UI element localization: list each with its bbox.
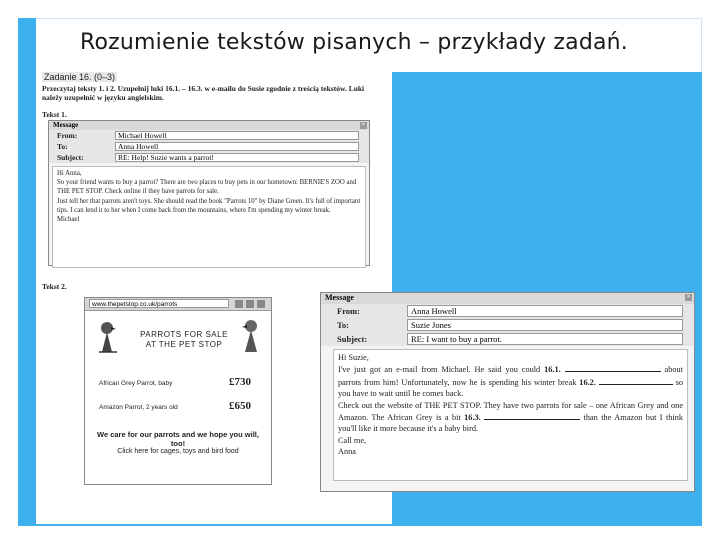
parrot-icon-right [239, 316, 263, 356]
task-header: Zadanie 16. (0–3) [44, 72, 116, 82]
shop-link[interactable]: Click here for cages, toys and bird food [117, 448, 239, 455]
to-field[interactable]: Suzie Jones [407, 319, 683, 331]
email-michael [48, 120, 370, 266]
subject-label: Subject: [337, 334, 368, 344]
gap-16-2-blank[interactable] [599, 376, 673, 385]
gap-16-3-label: 16.3. [464, 413, 481, 423]
from-row [321, 304, 694, 318]
to-row [49, 141, 369, 152]
paragraph-1 [338, 363, 683, 399]
subject-field[interactable]: RE: I want to buy a parrot. [407, 333, 683, 345]
to-label: To: [57, 142, 68, 151]
paragraph-1-part-a: I've just got an e-mail from Michael. He said you could [338, 365, 545, 375]
close-icon[interactable]: × [686, 294, 691, 300]
gap-16-1-blank[interactable] [565, 363, 661, 372]
signature: Anna [338, 447, 356, 457]
close-icon[interactable]: × [361, 122, 366, 128]
care-slogan: We care for our parrots and we hope you will, too! [97, 430, 259, 448]
minimize-icon[interactable] [235, 300, 243, 308]
email-header-label: Message [325, 293, 354, 302]
subject-row [49, 152, 369, 163]
email-header-label: Message [53, 121, 79, 129]
to-row [321, 318, 694, 332]
price-amazon: £650 [229, 400, 251, 412]
maximize-icon[interactable] [246, 300, 254, 308]
url-bar[interactable]: www.thepetstop.co.uk/parrots [89, 299, 229, 308]
pet-stop-webpage [84, 297, 272, 485]
title-line-2: AT THE PET STOP [145, 340, 223, 349]
subject-label: Subject: [57, 153, 84, 162]
text2-label: Tekst 2. [42, 282, 67, 291]
subject-row [321, 332, 694, 346]
gap-16-1-label: 16.1. [544, 365, 561, 375]
paragraph-1-part-c: so you have to wait until he comes back. [338, 377, 684, 399]
parrot-icon-left [95, 318, 119, 358]
close-window-icon[interactable] [257, 300, 265, 308]
email-anna [320, 292, 695, 492]
price-african-grey: £730 [229, 376, 251, 388]
email-body [333, 349, 688, 481]
item-amazon: Amazon Parrot, 2 years old [99, 404, 178, 411]
browser-toolbar [85, 298, 271, 311]
sign-off: Call me, [338, 435, 367, 445]
left-accent-bar [18, 18, 36, 526]
item-african-grey: African Grey Parrot, baby [99, 380, 173, 387]
paragraph-2 [338, 400, 683, 435]
greeting: Hi Suzie, [338, 353, 369, 362]
gap-16-3-blank[interactable] [484, 411, 580, 420]
paragraph-2-part-a: Check out the website of THE PET STOP. They have two parrots for sale – one African Grey and one Amazon. The African Grey is a bit [338, 400, 683, 423]
paragraph-1-part-b: about parrots from him! Unfortunately, now he is spending his winter break [338, 365, 683, 387]
task-instruction: Przeczytaj teksty 1. i 2. Uzupełnij luki 16.1. – 16.3. w e-mailu do Susie zgodnie z treścią tekstów. Luki należy uzupełnić w języku angielskim. [42, 84, 365, 102]
paragraph-2-part-b: than the Amazon but I think you'll like it more because it's a baby bird. [338, 413, 684, 434]
text1-label: Tekst 1. [42, 110, 67, 119]
title-line-1: PARROTS FOR SALE [140, 330, 228, 339]
parrots-for-sale-title [129, 330, 239, 350]
subject-field[interactable]: RE: Help! Suzie wants a parrot! [115, 153, 359, 162]
email-header [321, 293, 694, 304]
to-label: To: [337, 320, 349, 330]
email-body: Hi Anna, So your friend wants to buy a parrot? There are two places to buy pets in our hometown: BERNIE'S ZOO and THE PET STOP. Check online if they have parrots for sale. Just tell her that parrots aren't toys. She should read the book "Parrots 10" by Diane Green. It's full of important tips. I can lend it to her when I come back from the mountains, where I'm spending my winter break. Michael [52, 166, 366, 268]
email-header [49, 121, 369, 130]
from-field[interactable]: Anna Howell [407, 305, 683, 317]
from-label: From: [337, 306, 360, 316]
from-field[interactable]: Michael Howell [115, 131, 359, 140]
slide-title: Rozumienie tekstów pisanych – przykłady zadań. [80, 30, 628, 55]
gap-16-2-label: 16.2. [579, 377, 596, 387]
from-label: From: [57, 131, 78, 140]
to-field[interactable]: Anna Howell [115, 142, 359, 151]
exam-page-bottom [36, 270, 326, 522]
from-row [49, 130, 369, 141]
